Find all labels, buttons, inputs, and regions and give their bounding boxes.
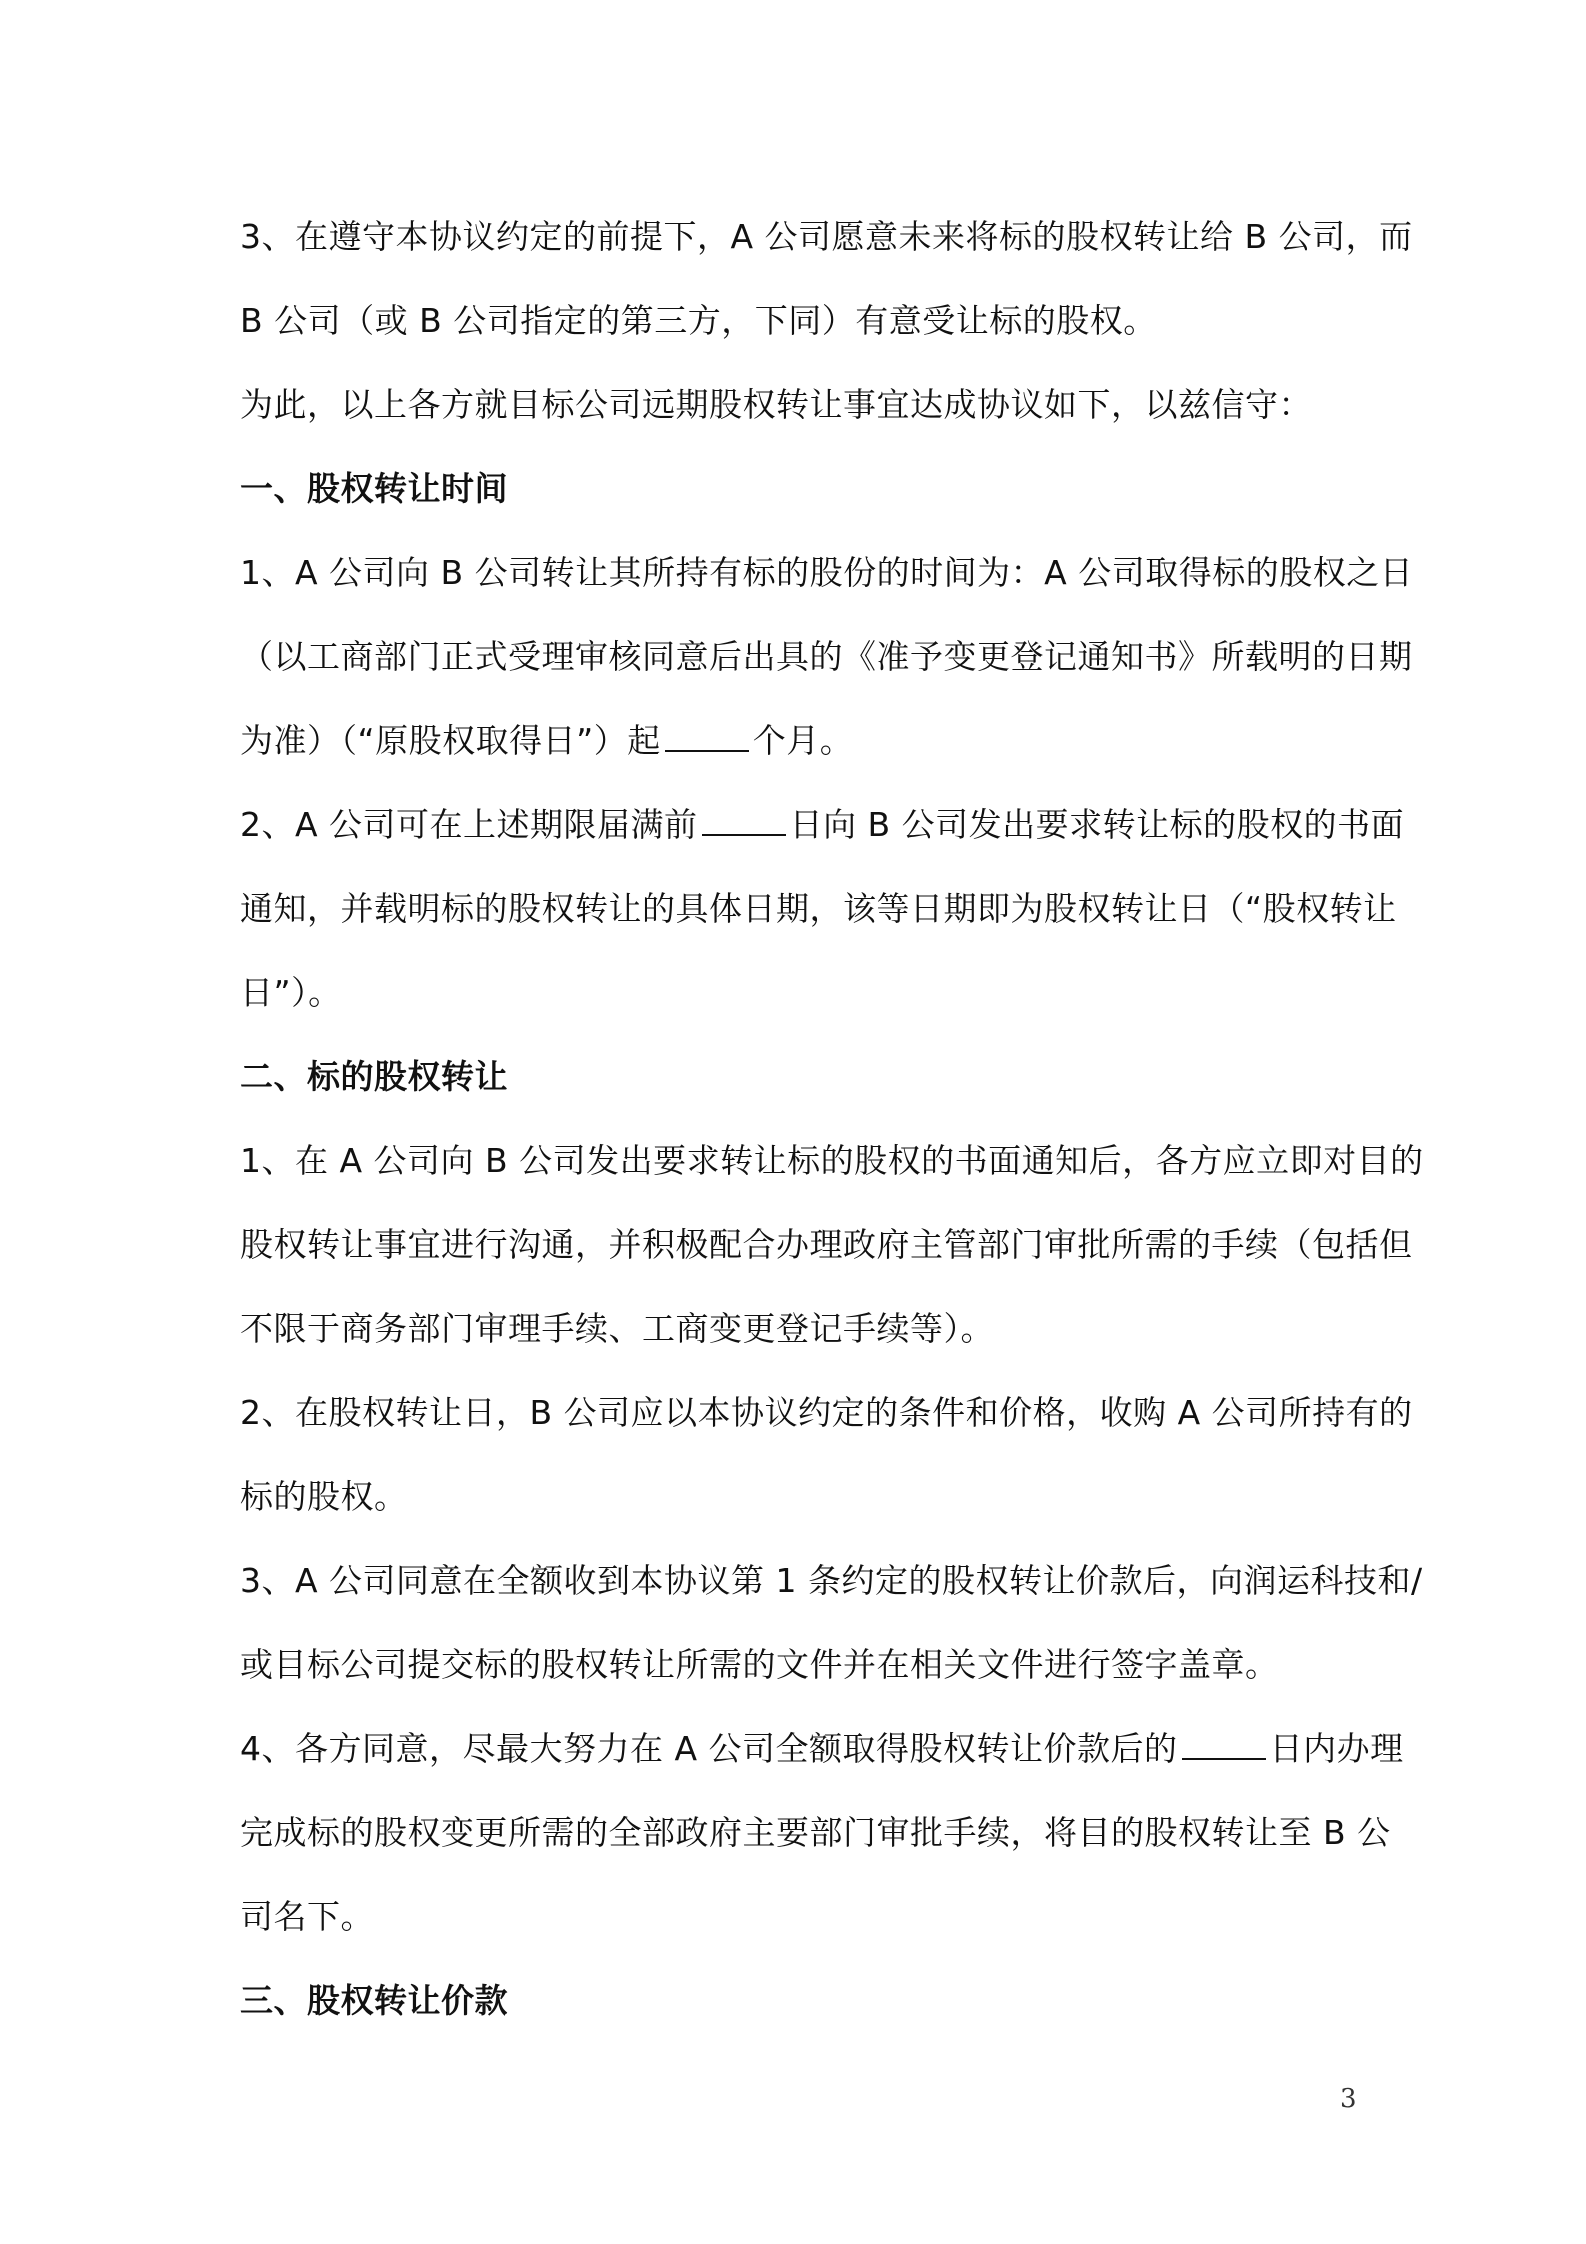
document-body (240, 195, 1424, 2043)
text-line: B 公司（或 B 公司指定的第三方，下同）有意受让标的股权。 (240, 301, 1157, 340)
text-line: 3、A 公司同意在全额收到本协议第 1 条约定的股权转让价款后，向润运科技和/ (240, 1561, 1423, 1600)
text-line: （以工商部门正式受理审核同意后出具的《准予变更登记通知书》所载明的日期 (240, 637, 1413, 676)
text-line: 司名下。 (240, 1897, 374, 1936)
section-heading-2 (240, 1035, 1360, 1119)
clause-2-4 (240, 1707, 1404, 1959)
text-line: 为此，以上各方就目标公司远期股权转让事宜达成协议如下，以兹信守： (240, 385, 1312, 424)
text-line: 1、A 公司向 B 公司转让其所持有标的股份的时间为：A 公司取得标的股权之日 (240, 553, 1414, 592)
clause-1-1 (240, 531, 1414, 783)
text-segment: 2、A 公司可在上述期限届满前 (240, 805, 698, 844)
text-segment: 日内办理 (1269, 1729, 1404, 1768)
clause-2-2 (240, 1371, 1413, 1539)
text-segment: 日向 B 公司发出要求转让标的股权的书面 (789, 805, 1405, 844)
text-line: 或目标公司提交标的股权转让所需的文件并在相关文件进行签字盖章。 (240, 1645, 1279, 1684)
heading-text: 一、股权转让时间 (240, 469, 508, 508)
text-line: 不限于商务部门审理手续、工商变更登记手续等）。 (240, 1309, 994, 1348)
page-number: 3 (1340, 2084, 1357, 2114)
text-line: 2、在股权转让日，B 公司应以本协议约定的条件和价格，收购 A 公司所持有的 (240, 1393, 1413, 1432)
text-line (240, 699, 1360, 783)
text-line: 股权转让事宜进行沟通，并积极配合办理政府主管部门审批所需的手续（包括但 (240, 1225, 1413, 1264)
days-blank (702, 804, 786, 836)
text-segment: 为准）（“原股权取得日”）起 (240, 721, 661, 760)
text-line: 日”）。 (240, 973, 342, 1012)
section-heading-3 (240, 1959, 1360, 2043)
text-line (240, 1707, 1404, 1791)
paragraph-3 (240, 195, 1413, 363)
text-segment: 4、各方同意，尽最大努力在 A 公司全额取得股权转让价款后的 (240, 1729, 1178, 1768)
text-line: 通知，并载明标的股权转让的具体日期，该等日期即为股权转让日（“股权转让 (240, 889, 1397, 928)
text-line (240, 783, 1405, 867)
text-line: 3、在遵守本协议约定的前提下，A 公司愿意未来将标的股权转让给 B 公司，而 (240, 217, 1413, 256)
clause-2-1 (240, 1119, 1424, 1371)
days-blank (1182, 1728, 1266, 1760)
text-segment: 个月。 (752, 721, 854, 760)
heading-text: 三、股权转让价款 (240, 1981, 508, 2020)
months-blank (665, 720, 749, 752)
paragraph-preamble (240, 363, 1360, 447)
section-heading-1 (240, 447, 1360, 531)
clause-1-2 (240, 783, 1405, 1035)
heading-text: 二、标的股权转让 (240, 1057, 508, 1096)
text-line: 完成标的股权变更所需的全部政府主要部门审批手续，将目的股权转让至 B 公 (240, 1813, 1391, 1852)
text-line: 标的股权。 (240, 1477, 408, 1516)
text-line: 1、在 A 公司向 B 公司发出要求转让标的股权的书面通知后，各方应立即对目的 (240, 1141, 1424, 1180)
clause-2-3 (240, 1539, 1423, 1707)
